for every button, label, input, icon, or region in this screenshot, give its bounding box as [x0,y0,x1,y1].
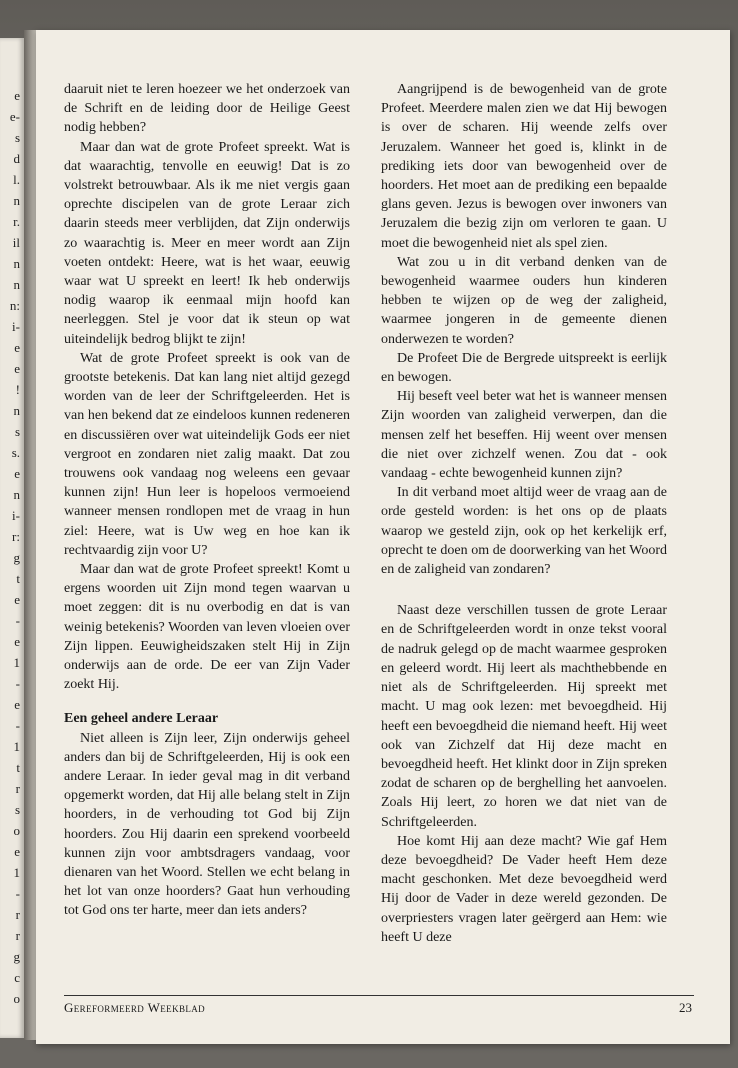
paragraph: Hoe komt Hij aan deze macht? Wie gaf Hem deze bevoegdheid? De Vader heeft Hem deze macht geschonken. Met deze bevoegdheid werd Hij door de Vader in deze wereld gezonden. De overpriesters vragen later geërgerd aan Hem: wie heeft U deze [381,833,667,945]
prev-page-fragment: n [13,487,20,502]
prev-page-fragment: g [13,550,20,565]
prev-page-fragment: o [13,991,20,1006]
prev-page-fragment: e [14,340,20,355]
prev-page-fragment: e- [9,109,20,124]
previous-page-edge [0,38,24,1038]
paragraph: Wat de grote Profeet spreekt is ook van de grootste betekenis. Dat kan lang niet altijd gezegd worden van de leer der Schriftgeleerden. Het is van hen bekend dat ze eindeloos kunnen redeneren en discussiëren over wat uiteindelijk Gods eer niet vergroot en zondaren niet zalig maakt. Dat zou trouwens ook vandaag nog weleens een gevaar kunnen zijn! Hun leer is hopeloos vermoeiend wanneer mensen rondlopen met de vraag in hun ziel: Heere, wat is Uw weg en hoe kan ik rechtvaardig zijn voor U? [64,350,350,558]
section-spacer [381,579,667,601]
left-paragraphs-group-2 [64,729,350,921]
prev-page-fragment: g [13,949,20,964]
right-column [381,80,667,947]
prev-page-fragment: s. [11,445,20,460]
paragraph: Aangrijpend is de bewogenheid van de grote Profeet. Meerdere malen zien we dat Hij bewogen is over de scharen. Hij weende zelfs over Jeruzalem. Wanneer het goed is, klinkt in de prediking iets door van bewogenheid over de hoorders. Het moet aan de prediking een bepaalde glans geven. Jezus is bewogen over inwoners van Jeruzalem die bezig zijn om verloren te gaan. U moet die bewogenheid niet als spel zien. [381,82,667,251]
prev-page-fragment: 1 [13,655,20,670]
prev-page-fragment: e [14,844,20,859]
prev-page-fragment: - [15,613,20,628]
paragraph: De Profeet Die de Bergrede uitspreekt is eerlijk en bewogen. [381,350,667,386]
prev-page-fragment: s [14,130,20,145]
magazine-page [36,30,730,1044]
prev-page-fragment: n [13,193,20,208]
prev-page-fragment: t [16,760,20,775]
left-column [64,80,350,921]
paragraph: daaruit niet te leren hoezeer we het onderzoek van de Schrift en de leiding door de Heilige Geest nodig hebben? [64,82,350,136]
prev-page-fragment: r [15,781,20,796]
prev-page-fragment: r [15,928,20,943]
prev-page-fragment: 1 [13,739,20,754]
right-paragraphs-group-2 [381,601,667,947]
prev-page-fragment: r [15,907,20,922]
prev-page-fragment: n: [9,298,20,313]
paragraph: In dit verband moet altijd weer de vraag aan de orde gesteld worden: is het ons op de plaats waarop we gesteld zijn, ook op het kerkelijk erf, oprecht te doen om de doorwerking van het Woord en de zaligheid van zondaren? [381,485,667,578]
prev-page-fragment: e [14,88,20,103]
paragraph: Hij beseft veel beter wat het is wanneer mensen Zijn woorden van zaligheid verwerpen, dan die mensen zelf het beseffen. Hij weent over mensen die niet over zichzelf wenen. Zou dat - ook vandaag - echte bewogenheid kunnen zijn? [381,389,667,482]
prev-page-fragment: e [14,592,20,607]
prev-page-fragment: e [14,466,20,481]
prev-page-fragment: 1 [13,865,20,880]
paragraph: Naast deze verschillen tussen de grote Leraar en de Schriftgeleerden wordt in onze tekst vooral de nadruk gelegd op de macht waarmee gesproken en geleerd wordt. Hij leert als machthebbende en niet als de Schriftgeleerden. Hij spreekt met macht. U mag ook lezen: met bevoegdheid. Hij heeft een bevoegdheid die niemand heeft. Hij weet ook van Zichzelf dat Hij deze macht en bevoegdheid heeft. Het klinkt door in Zijn spreken zodat de scharen op de berghelling het aanvoelen. Zoals Hij leert, zo horen we dat niet van de Schriftgeleerden. [381,603,667,830]
paragraph: Wat zou u in dit verband denken van de bewogenheid waarmee ouders hun kinderen hebben te wijzen op de weg der zaligheid, waarmee jongeren in de gemeente dienen onderwezen te worden? [381,254,667,347]
prev-page-fragment: r. [13,214,20,229]
publication-title: Gereformeerd Weekblad [64,1000,206,1015]
prev-page-fragment: e [14,634,20,649]
page-number: 23 [679,1000,692,1015]
prev-page-fragment: r: [12,529,20,544]
paragraph: Maar dan wat de grote Profeet spreekt! Komt u ergens woorden uit Zijn mond tegen waarvan u moet zeggen: dit is nu overbodig en dat is van weinig betekenis? Woorden van leven vloeien over Zijn lippen. Eeuwigheidszaken stelt Hij in Zijn onderwijs aan de orde. De eer van Zijn Vader zoekt Hij. [64,562,350,693]
prev-page-fragment: i- [12,508,20,523]
prev-page-fragment: d [13,151,20,166]
prev-page-fragment: - [15,676,20,691]
prev-page-fragment: s [14,424,20,439]
prev-page-fragment: l. [13,172,20,187]
prev-page-fragment: - [15,886,20,901]
prev-page-fragment: e [14,361,20,376]
prev-page-fragment: s [14,802,20,817]
left-paragraphs-group-1 [64,80,350,695]
prev-page-fragment: c [14,970,20,985]
prev-page-fragment: - [15,718,20,733]
prev-page-fragment: n [13,256,20,271]
prev-page-fragment: ! [15,382,20,397]
prev-page-fragment: n [13,277,20,292]
prev-page-fragment: o [13,823,20,838]
paragraph: Niet alleen is Zijn leer, Zijn onderwijs geheel anders dan bij de Schriftgeleerden, Hij is ook een andere Leraar. In ieder geval mag in dit verband opgemerkt worden, dat Hij alle belang stelt in Zijn hoorders, in de verhouding tot God bij Zijn hoorders. Zou Hij daarin een sprekend voorbeeld kunnen zijn voor ambtsdragers vandaag, voor dienaren van het Woord. Stellen we echt belang in het lot van onze hoorders? Gaat hun verhouding tot God ons ter harte, meer dan iets anders? [64,730,350,919]
prev-page-fragment: il [12,235,20,250]
paragraph: Maar dan wat de grote Profeet spreekt. Wat is dat waarachtig, tenvolle en eeuwig! Dat is zo volstrekt betrouwbaar. Als ik me niet vergis gaan oprechte discipelen van de grote Leraar zich daarin steeds meer verblijden, dat Zijn onderwijs zo waarachtig is. Meer en meer wordt aan Zijn voeten ontdekt: Heere, wat is het waar, eeuwig waar wat U spreekt en leert! Ik heb onderwijs nodig waarop ik eenmaal mijn hoofd kan neerleggen. Stel je voor dat ik steun op wat uiteindelijk bedrog blijkt te zijn! [64,139,350,347]
prev-page-fragment: i- [12,319,20,334]
footer-rule [64,995,694,996]
section-heading: Een geheel andere Leraar [64,710,219,726]
prev-page-fragment: n [13,403,20,418]
right-paragraphs-group-1 [381,80,667,579]
prev-page-fragment: t [16,571,20,586]
prev-page-fragment: e [14,697,20,712]
